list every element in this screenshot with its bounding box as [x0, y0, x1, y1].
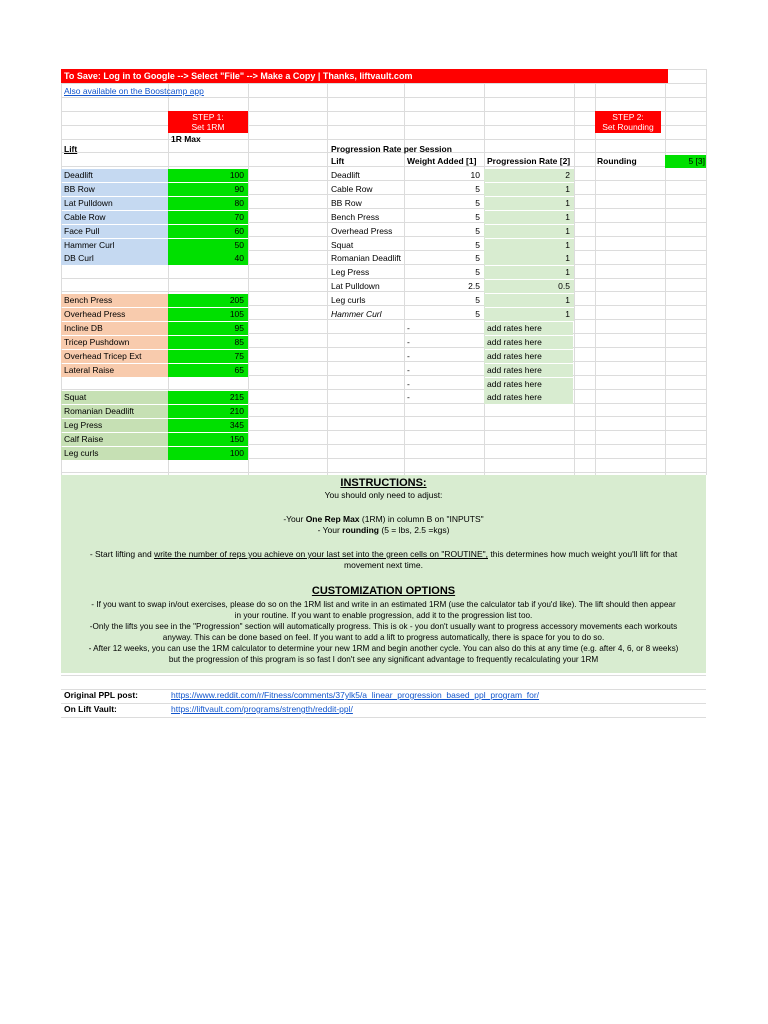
- weight-added[interactable]: 5: [475, 295, 480, 306]
- weight-added[interactable]: 5: [475, 253, 480, 264]
- weight-added[interactable]: 5: [475, 197, 480, 208]
- lift-name: Romanian Deadlift: [61, 405, 168, 418]
- prog-header-rate: Progression Rate [2]: [487, 156, 571, 166]
- progression-rate[interactable]: 1: [484, 183, 574, 196]
- grid-hline: [61, 389, 706, 390]
- grid-vline: [327, 69, 328, 475]
- progression-lift: Overhead Press: [331, 225, 393, 236]
- progression-rate[interactable]: 1: [484, 211, 574, 224]
- progression-lift: Leg curls: [331, 295, 366, 306]
- one-rep-max-input[interactable]: 50: [168, 239, 248, 252]
- add-rate-cell[interactable]: add rates here: [484, 391, 573, 404]
- add-rate-cell[interactable]: add rates here: [484, 364, 573, 377]
- lift-name: Bench Press: [61, 294, 168, 307]
- one-rep-max-input[interactable]: 70: [168, 211, 248, 224]
- weight-added[interactable]: 5: [475, 183, 480, 194]
- col-1r-max-header: 1R Max: [171, 134, 201, 144]
- progression-rate[interactable]: 1: [484, 308, 574, 321]
- prog-header-lift: Lift: [331, 156, 345, 166]
- weight-added[interactable]: 5: [475, 225, 480, 236]
- step1-line2: Set 1RM: [191, 122, 225, 132]
- one-rep-max-input[interactable]: 345: [168, 419, 248, 432]
- weight-added[interactable]: 2.5: [468, 281, 480, 292]
- progression-lift: Leg Press: [331, 267, 370, 278]
- grid-hline: [61, 83, 706, 84]
- step2-box: [595, 111, 661, 133]
- one-rep-max-input[interactable]: 150: [168, 433, 248, 446]
- one-rep-max-input[interactable]: 85: [168, 336, 248, 349]
- customization-line5: - After 12 weeks, you can use the 1RM calculator to determine your new 1RM and begin another cycle. You can also do this at any time (e.g. after 4, 6, or 8 weeks): [88, 644, 679, 653]
- add-rate-cell[interactable]: add rates here: [484, 322, 573, 335]
- progression-lift: BB Row: [331, 197, 362, 208]
- weight-added[interactable]: 5: [475, 309, 480, 319]
- lift-name: DB Curl: [61, 252, 168, 265]
- one-rep-max-input[interactable]: 90: [168, 183, 248, 196]
- grid-hline: [61, 139, 706, 140]
- lift-vault-label: On Lift Vault:: [64, 704, 117, 714]
- lift-name: Cable Row: [61, 211, 168, 224]
- boostcamp-link[interactable]: Also available on the Boostcamp app: [64, 86, 204, 96]
- one-rep-max-input[interactable]: 80: [168, 197, 248, 210]
- add-rate-cell[interactable]: add rates here: [484, 336, 573, 349]
- lift-underline: write the number of reps you achieve on your last set into the green cells on "ROUTINE",: [154, 549, 488, 559]
- add-rate-cell[interactable]: add rates here: [484, 350, 573, 363]
- customization-line6: but the progression of this program is so fast I don't see any significant advantage to frequently recalculating your 1RM: [168, 655, 599, 664]
- progression-lift: Romanian Deadlift: [331, 253, 401, 264]
- one-rep-max-input[interactable]: 205: [168, 294, 248, 307]
- customization-line4: anyway. This can be done based on feel. If you want to add a lift to progress automatically, there is space for you to do so.: [162, 633, 605, 642]
- one-rep-pre: -Your: [283, 514, 306, 524]
- add-rate-dash[interactable]: -: [407, 322, 410, 333]
- grid-hline: [61, 717, 706, 718]
- ppl-post-link[interactable]: https://www.reddit.com/r/Fitness/comments/37ylk5/a_linear_progression_based_ppl_program_for/: [171, 690, 540, 700]
- progression-lift: Hammer Curl: [331, 309, 382, 319]
- one-rep-max-input[interactable]: 100: [168, 169, 248, 182]
- one-rep-max-input[interactable]: 60: [168, 225, 248, 238]
- add-rate-dash[interactable]: -: [407, 392, 410, 403]
- lift-name: Hammer Curl: [61, 239, 168, 252]
- one-rep-post: (1RM) in column B on "INPUTS": [359, 514, 484, 524]
- progression-rate[interactable]: 2: [484, 169, 574, 182]
- step2-line2: Set Rounding: [602, 122, 654, 132]
- add-rate-dash[interactable]: -: [407, 350, 410, 361]
- grid-hline: [61, 472, 706, 473]
- lift-name: Leg curls: [61, 447, 168, 460]
- instructions-panel: [61, 475, 706, 673]
- add-rate-dash[interactable]: -: [407, 378, 410, 389]
- one-rep-max-input[interactable]: 210: [168, 405, 248, 418]
- rounding-value[interactable]: 5 [3]: [665, 155, 706, 168]
- one-rep-max-input[interactable]: 100: [168, 447, 248, 460]
- one-rep-max-input[interactable]: 95: [168, 322, 248, 335]
- grid-vline: [706, 69, 707, 475]
- ppl-post-label: Original PPL post:: [64, 690, 138, 700]
- step2-line1: STEP 2:: [612, 112, 644, 122]
- customization-line2: in your routine. If you want to enable progression, add it to the progression list too.: [234, 611, 533, 620]
- weight-added[interactable]: 10: [470, 170, 480, 180]
- progression-lift: Lat Pulldown: [331, 281, 380, 292]
- lift-name: Deadlift: [61, 169, 168, 182]
- rounding-post: (5 = lbs, 2.5 =kgs): [379, 525, 450, 535]
- one-rep-max-input[interactable]: 75: [168, 350, 248, 363]
- progression-rate[interactable]: 1: [484, 225, 574, 238]
- lift-name: Overhead Press: [61, 308, 168, 321]
- grid-vline: [574, 69, 575, 475]
- one-rep-max-input[interactable]: 105: [168, 308, 248, 321]
- lift-name: Face Pull: [61, 225, 168, 238]
- lift-post: this determines how much weight you'll lift for that: [488, 549, 678, 559]
- progression-rate[interactable]: 1: [484, 197, 574, 210]
- progression-lift: Squat: [331, 239, 354, 250]
- instructions-rounding: [61, 525, 706, 536]
- customization-title: CUSTOMIZATION OPTIONS: [311, 585, 456, 597]
- one-rep-max-input[interactable]: 40: [168, 252, 248, 265]
- customization-line3: -Only the lifts you see in the "Progression" section will automatically progress. This is ok - you don't usually want to progress accessory movements each workouts: [89, 622, 678, 631]
- add-rate-dash[interactable]: -: [407, 336, 410, 347]
- save-banner: To Save: Log in to Google --> Select "File" --> Make a Copy | Thanks, liftvault.com: [61, 69, 668, 83]
- lift-name: Lat Pulldown: [61, 197, 168, 210]
- progression-rate[interactable]: 1: [484, 266, 574, 279]
- one-rep-max-input[interactable]: 65: [168, 364, 248, 377]
- progression-rate[interactable]: 0.5: [484, 280, 574, 293]
- instructions-lift-line2: movement next time.: [344, 560, 423, 570]
- progression-title: Progression Rate per Session: [331, 144, 452, 154]
- instructions-lift: [61, 549, 706, 560]
- progression-rate[interactable]: 1: [484, 252, 574, 265]
- progression-lift: Deadlift: [331, 170, 360, 180]
- lift-name: Lateral Raise: [61, 364, 168, 377]
- instructions-one-rep: [61, 514, 706, 525]
- rounding-pre: - Your: [317, 525, 343, 535]
- lift-name: BB Row: [61, 183, 168, 196]
- instructions-line1: You should only need to adjust:: [324, 490, 443, 500]
- col-lift-header: Lift: [64, 144, 78, 154]
- weight-added[interactable]: 5: [475, 239, 480, 250]
- lift-name: Leg Press: [61, 419, 168, 432]
- add-rate-dash[interactable]: -: [407, 364, 410, 375]
- progression-lift: Bench Press: [331, 211, 380, 222]
- add-rate-cell[interactable]: add rates here: [484, 378, 573, 391]
- grid-hline: [61, 675, 706, 676]
- lift-name: Squat: [61, 391, 168, 404]
- weight-added[interactable]: 5: [475, 267, 480, 278]
- grid-vline: [248, 69, 249, 475]
- lift-pre: - Start lifting and: [89, 549, 155, 559]
- customization-line1: - If you want to swap in/out exercises, please do so on the 1RM list and write in an estimated 1RM (use the calculator tab if you'd like). The lift should then appear: [91, 600, 676, 609]
- rounding-label: Rounding: [597, 156, 637, 166]
- progression-lift: Cable Row: [331, 183, 373, 194]
- step1-line1: STEP 1:: [192, 112, 224, 122]
- one-rep-max-input[interactable]: 215: [168, 391, 248, 404]
- lift-name: Calf Raise: [61, 433, 168, 446]
- grid-vline: [665, 69, 666, 475]
- lift-name: Tricep Pushdown: [61, 336, 168, 349]
- lift-name: Overhead Tricep Ext: [61, 350, 168, 363]
- prog-header-weight: Weight Added [1]: [407, 156, 477, 166]
- lift-vault-link[interactable]: https://liftvault.com/programs/strength/reddit-ppl/: [171, 704, 353, 714]
- step1-box: [168, 111, 248, 133]
- instructions-title: INSTRUCTIONS:: [340, 477, 427, 489]
- rounding-bold: rounding: [342, 525, 379, 535]
- lift-name: Incline DB: [61, 322, 168, 335]
- weight-added[interactable]: 5: [475, 211, 480, 222]
- progression-rate[interactable]: 1: [484, 294, 574, 307]
- progression-rate[interactable]: 1: [484, 239, 574, 252]
- one-rep-bold: One Rep Max: [305, 514, 360, 524]
